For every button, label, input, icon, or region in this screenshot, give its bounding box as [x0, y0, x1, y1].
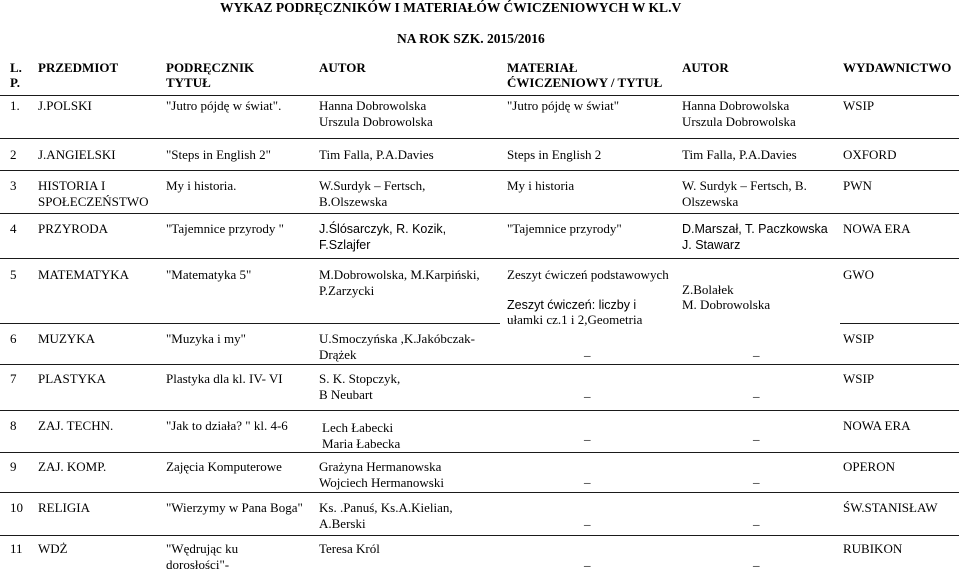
- row-6-material: _: [584, 343, 591, 358]
- row-10-subject: RELIGIA: [38, 500, 90, 515]
- header-lp: L.: [10, 60, 22, 75]
- row-1-material: "Jutro pójdę w świat": [507, 98, 620, 113]
- row-11-author: Teresa Król: [319, 541, 380, 556]
- page-title: WYKAZ PODRĘCZNIKÓW I MATERIAŁÓW ĆWICZENIOWYCH W KL.V: [220, 0, 682, 15]
- row-divider: [0, 213, 959, 214]
- row-divider: [0, 410, 959, 411]
- row-9-num: 9: [10, 459, 17, 474]
- row-7-author-2: B Neubart: [319, 387, 373, 402]
- row-3-subject-2: SPOŁECZEŃSTWO: [38, 194, 149, 209]
- row-8-author: Lech Łabecki: [322, 420, 394, 435]
- row-3-author-2: B.Olszewska: [319, 194, 388, 209]
- row-10-author-2: A.Berski: [319, 516, 366, 531]
- row-11-publisher: RUBIKON: [843, 541, 903, 556]
- row-4-material: "Tajemnice przyrody": [507, 221, 622, 236]
- header-autor-material: AUTOR: [682, 60, 729, 75]
- row-divider: [0, 364, 959, 365]
- row-1-publisher: WSIP: [843, 98, 875, 113]
- row-2-subject: J.ANGIELSKI: [38, 147, 116, 162]
- row-9-subject: ZAJ. KOMP.: [38, 459, 107, 474]
- row-2-material: Steps in English 2: [507, 147, 602, 162]
- row-divider: [0, 258, 959, 259]
- row-divider: [0, 95, 959, 96]
- row-11-book-2: dorosłości"-: [166, 557, 230, 572]
- row-5-material: Zeszyt ćwiczeń podstawowych: [507, 267, 669, 282]
- row-4-publisher: NOWA ERA: [843, 221, 911, 236]
- row-5-book: "Matematyka 5": [166, 267, 252, 282]
- row-divider: [840, 323, 959, 324]
- row-8-book: "Jak to działa? " kl. 4-6: [166, 418, 288, 433]
- row-10-author: Ks. .Panuś, Ks.A.Kielian,: [319, 500, 453, 515]
- row-4-book: "Tajemnice przyrody ": [166, 221, 284, 236]
- header-przedmiot: PRZEDMIOT: [38, 60, 119, 75]
- row-6-book: "Muzyka i my": [166, 331, 246, 346]
- row-1-num: 1.: [10, 98, 20, 113]
- row-5-material-2: Zeszyt ćwiczeń: liczby i: [507, 298, 637, 312]
- row-7-publisher: WSIP: [843, 371, 875, 386]
- row-1-subject: J.POLSKI: [38, 98, 92, 113]
- row-10-book: "Wierzymy w Pana Boga": [166, 500, 303, 515]
- page-subtitle: NA ROK SZK. 2015/2016: [397, 31, 545, 46]
- row-1-book: "Jutro pójdę w świat".: [166, 98, 282, 113]
- row-5-subject: MATEMATYKA: [38, 267, 129, 282]
- row-3-material-author-2: Olszewska: [682, 194, 739, 209]
- row-3-publisher: PWN: [843, 178, 872, 193]
- row-3-author: W.Surdyk – Fertsch,: [319, 178, 426, 193]
- row-2-book: "Steps in English 2": [166, 147, 271, 162]
- row-1-author: Hanna Dobrowolska: [319, 98, 427, 113]
- row-8-num: 8: [10, 418, 17, 433]
- header-lp-2: P.: [10, 75, 20, 90]
- row-5-author-2: P.Zarzycki: [319, 283, 375, 298]
- row-11-subject: WDŻ: [38, 541, 68, 556]
- row-8-publisher: NOWA ERA: [843, 418, 911, 433]
- row-3-book: My i historia.: [166, 178, 237, 193]
- row-5-publisher: GWO: [843, 267, 875, 282]
- row-7-subject: PLASTYKA: [38, 371, 106, 386]
- row-4-author-2: F.Szlajfer: [319, 238, 371, 252]
- row-1-material-author: Hanna Dobrowolska: [682, 98, 790, 113]
- row-5-num: 5: [10, 267, 17, 282]
- row-1-material-author-2: Urszula Dobrowolska: [682, 114, 796, 129]
- row-10-material: _: [584, 512, 591, 527]
- row-divider: [0, 170, 959, 171]
- row-9-material-author: _: [753, 470, 760, 485]
- row-8-material: _: [584, 427, 591, 442]
- row-4-num: 4: [10, 221, 17, 236]
- row-2-author: Tim Falla, P.A.Davies: [319, 147, 434, 162]
- row-3-material: My i historia: [507, 178, 575, 193]
- row-11-num: 11: [10, 541, 23, 556]
- row-7-num: 7: [10, 371, 17, 386]
- row-8-material-author: _: [753, 427, 760, 442]
- row-7-material: _: [584, 384, 591, 399]
- row-6-author-2: Drążek: [319, 347, 357, 362]
- row-11-material: _: [584, 553, 591, 568]
- row-11-material-author: _: [753, 553, 760, 568]
- row-6-material-author: _: [753, 343, 760, 358]
- row-4-material-author: D.Marszał, T. Paczkowska: [682, 222, 828, 236]
- row-9-book: Zajęcia Komputerowe: [166, 459, 282, 474]
- row-8-subject: ZAJ. TECHN.: [38, 418, 114, 433]
- row-5-material-author: Z.Bolałek: [682, 282, 734, 297]
- row-1-author-2: Urszula Dobrowolska: [319, 114, 433, 129]
- header-material: MATERIAŁ: [507, 60, 578, 75]
- row-divider: [0, 492, 959, 493]
- row-divider: [0, 452, 959, 453]
- row-divider: [0, 535, 959, 536]
- row-3-num: 3: [10, 178, 17, 193]
- header-autor: AUTOR: [319, 60, 366, 75]
- row-10-material-author: _: [753, 512, 760, 527]
- row-2-publisher: OXFORD: [843, 147, 897, 162]
- row-11-book: "Wędrując ku: [166, 541, 239, 556]
- row-7-author: S. K. Stopczyk,: [319, 371, 401, 386]
- row-4-author: J.Ślósarczyk, R. Kozik,: [319, 222, 447, 236]
- row-6-publisher: WSIP: [843, 331, 875, 346]
- row-7-material-author: _: [753, 384, 760, 399]
- row-3-subject: HISTORIA I: [38, 178, 106, 193]
- row-6-subject: MUZYKA: [38, 331, 96, 346]
- row-5-material-3: ułamki cz.1 i 2,Geometria: [507, 312, 643, 327]
- row-8-author-2: Maria Łabecka: [322, 436, 401, 451]
- header-material-tytul: ĆWICZENIOWY / TYTUŁ: [507, 75, 663, 90]
- row-5-material-author-2: M. Dobrowolska: [682, 297, 771, 312]
- row-2-material-author: Tim Falla, P.A.Davies: [682, 147, 797, 162]
- row-9-publisher: OPERON: [843, 459, 896, 474]
- header-tytul: TYTUŁ: [166, 75, 211, 90]
- row-3-material-author: W. Surdyk – Fertsch, B.: [682, 178, 807, 193]
- header-wydawnictwo: WYDAWNICTWO: [843, 60, 952, 75]
- row-4-material-author-2: J. Stawarz: [682, 238, 741, 252]
- row-10-publisher: ŚW.STANISŁAW: [843, 500, 938, 515]
- row-5-author: M.Dobrowolska, M.Karpiński,: [319, 267, 480, 282]
- header-podrecznik: PODRĘCZNIK: [166, 60, 255, 75]
- row-10-num: 10: [10, 500, 23, 515]
- row-divider: [0, 323, 500, 324]
- row-divider: [0, 138, 959, 139]
- row-9-author: Grażyna Hermanowska: [319, 459, 442, 474]
- row-9-material: _: [584, 470, 591, 485]
- row-9-author-2: Wojciech Hermanowski: [319, 475, 444, 490]
- row-6-num: 6: [10, 331, 17, 346]
- row-4-subject: PRZYRODA: [38, 221, 109, 236]
- row-2-num: 2: [10, 147, 17, 162]
- row-7-book: Plastyka dla kl. IV- VI: [166, 371, 283, 386]
- row-6-author: U.Smoczyńska ,K.Jakóbczak-: [319, 331, 475, 346]
